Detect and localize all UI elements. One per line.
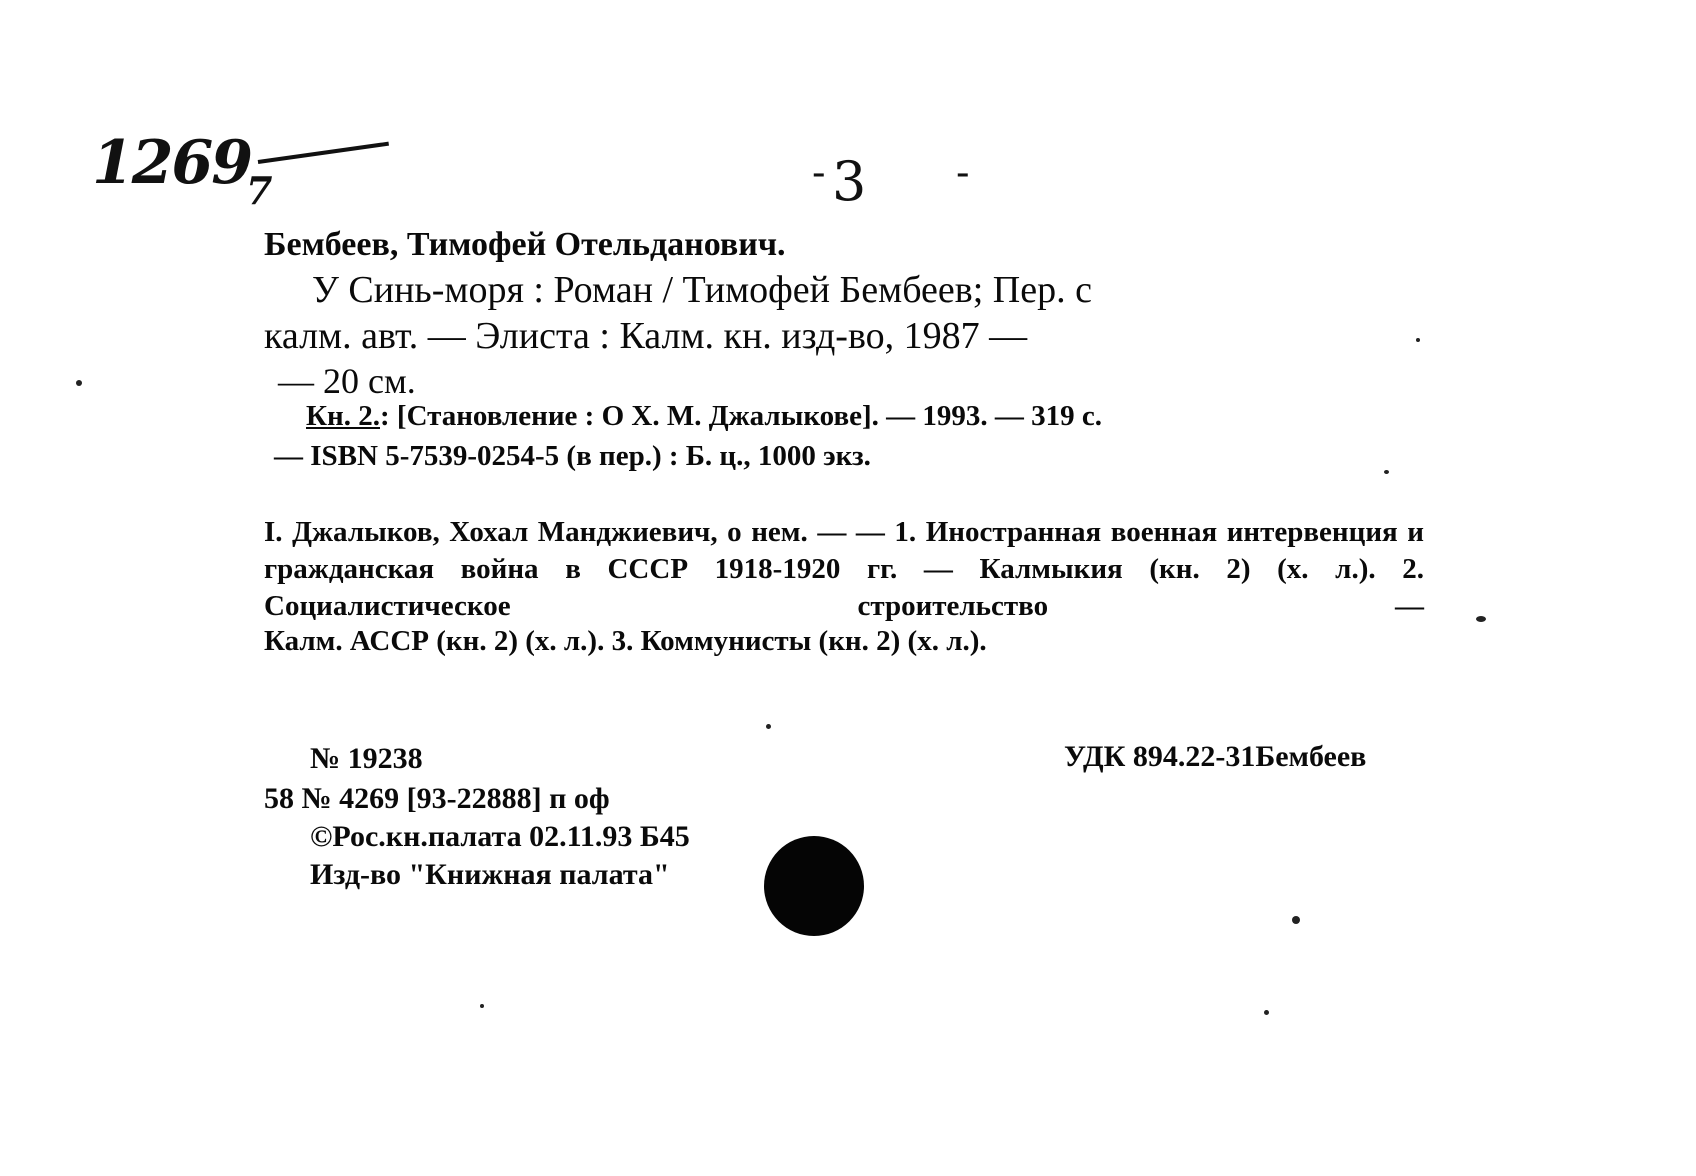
speck: [76, 380, 82, 386]
speck: [766, 724, 771, 729]
handwritten-stroke: [258, 142, 389, 164]
speck: [480, 1004, 484, 1008]
page-number-dash-left: -: [812, 150, 826, 196]
publisher-line: Изд-во "Книжная палата": [310, 858, 670, 891]
volume-description: : [Становление : О Х. М. Джалыкове]. — 1993. — 319 с.: [380, 400, 1103, 432]
handwritten-call-number: 1269: [92, 128, 251, 198]
subject-headings-last-line: Калм. АССР (кн. 2) (х. л.). 3. Коммунисты (кн. 2) (х. л.).: [264, 625, 987, 657]
registration-number: № 19238: [310, 742, 423, 775]
handwritten-page-number: 3: [832, 150, 867, 213]
speck: [1416, 338, 1420, 342]
title-line-3: — 20 см.: [278, 361, 416, 401]
title-line-1: У Синь-моря : Роман / Тимофей Бембеев; Пер. с: [312, 269, 1092, 311]
card-number-line: 58 № 4269 [93-22888] п оф: [264, 782, 610, 815]
speck: [1384, 470, 1389, 474]
volume-label: Кн. 2.: [306, 400, 380, 432]
subject-headings: I. Джалыков, Хохал Манджиевич, о нем. — — 1. Иностранная военная интервенция и гражданская война в СССР 1918-1920 гг. — Калмыкия (кн. 2) (х. л.). 2. Социалистическое строительство —: [264, 516, 1424, 622]
volume-line-1: [306, 400, 1102, 433]
title-line-2: калм. авт. — Элиста : Калм. кн. изд-во, 1987 —: [264, 315, 1028, 357]
speck: [1292, 916, 1300, 924]
copyright-line: ©Рос.кн.палата 02.11.93 Б45: [310, 820, 690, 853]
volume-line-2: — ISBN 5-7539-0254-5 (в пер.) : Б. ц., 1000 экз.: [274, 440, 871, 472]
speck: [1476, 616, 1486, 622]
author-heading: Бембеев, Тимофей Отельданович.: [264, 226, 786, 263]
udk-classification: УДК 894.22-31Бембеев: [1064, 740, 1367, 773]
speck: [1264, 1010, 1269, 1015]
punch-hole: [764, 836, 864, 936]
handwritten-sub-number: 7: [246, 168, 273, 213]
page-number-dash-right: -: [956, 150, 970, 196]
